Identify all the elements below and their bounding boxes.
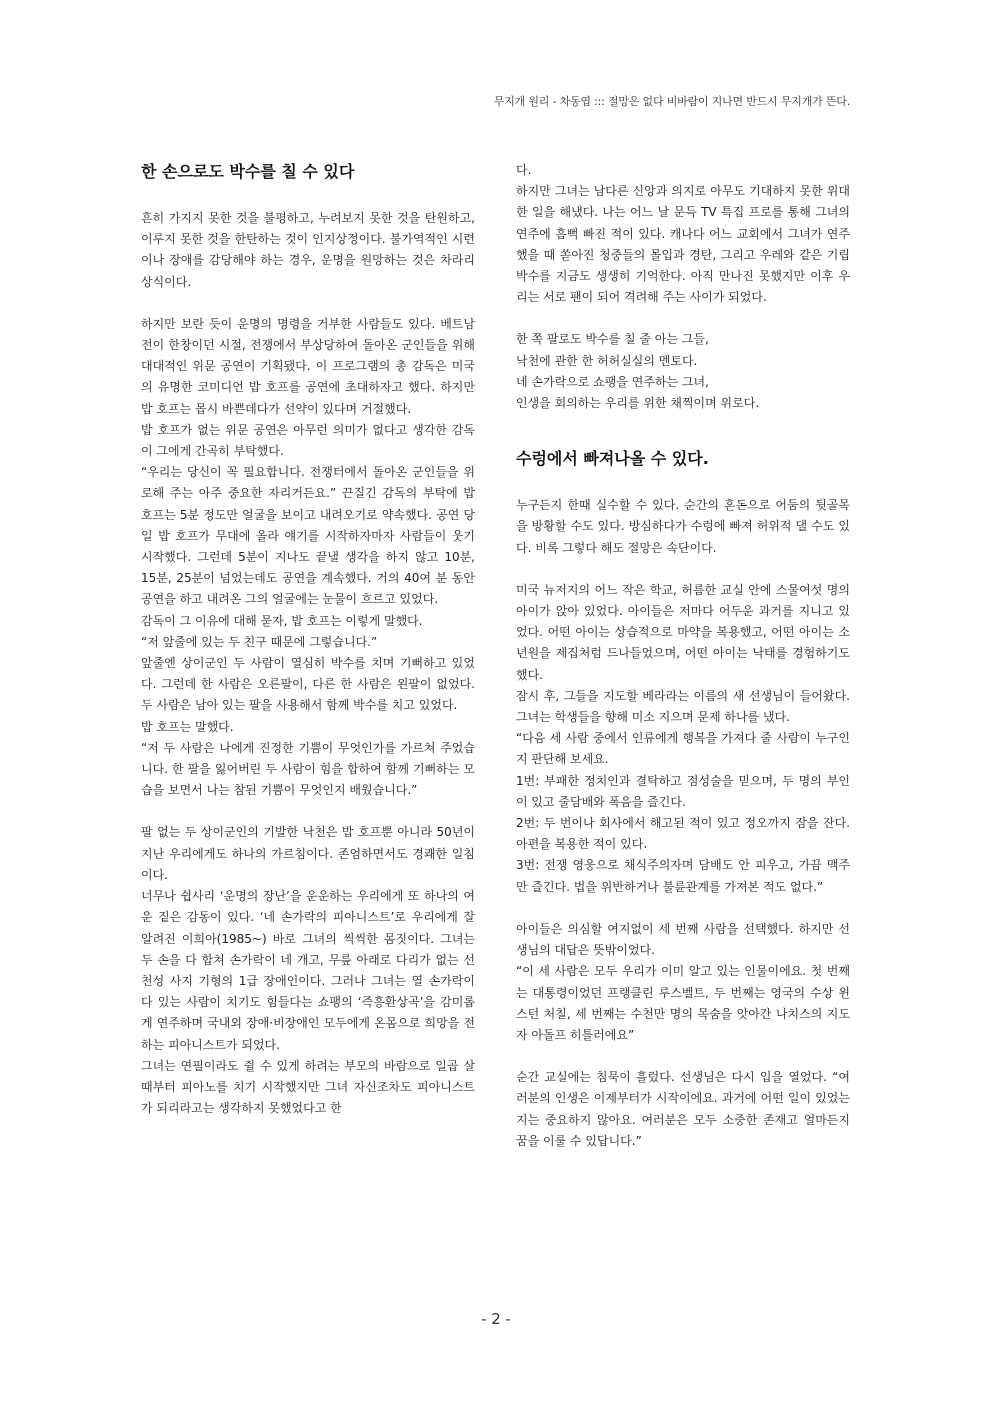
paragraph: “저 두 사람은 나에게 진정한 기쁨이 무엇인가를 가르쳐 주었습니다. 한 팔을 잃어버린 두 사람이 힘을 합하여 함께 기뻐하는 모습을 보면서 나는 참된 기쁨이 무엇인지 배웠습니다.” [141, 740, 475, 798]
spacer [516, 308, 850, 329]
paragraph: 하지만 그녀는 남다른 신앙과 의지로 아무도 기대하지 못한 위대한 일을 해냈다. 나는 어느 날 문득 TV 특집 프로를 통해 그녀의 연주에 흠뻑 빠진 적이 있다. 캐나다 어느 교회에서 그녀가 연주했을 때 쏟아진 청중들의 몰입과 경탄, 그리고 우레와 같은 기립 박수를 지금도 생생히 기억한다. 아직 만나진 못했지만 이후 우리는 서로 팬이 되어 격려해 주는 사이가 되었다. [516, 184, 850, 305]
spacer [516, 559, 850, 580]
poem-line: 인생을 회의하는 우리를 위한 채찍이며 위로다. [516, 396, 760, 411]
spacer [516, 414, 850, 435]
running-header: 무지개 원리 - 차동엽 ::: 절망은 없다 비바람이 지나면 반드시 무지개가 뜬다. [493, 95, 850, 108]
poem-line: 네 손가락으로 쇼팽을 연주하는 그녀, [516, 374, 709, 389]
paragraph: 잠시 후, 그들을 지도할 베라라는 이름의 새 선생님이 들어왔다. 그녀는 학생들을 향해 미소 지으며 문제 하나를 냈다. [516, 688, 850, 725]
paragraph: 2번: 두 번이나 회사에서 해고된 적이 있고 정오까지 잠을 잔다. 아편을 복용한 적이 있다. [516, 816, 850, 852]
poem-line: 한 쪽 팔로도 박수를 칠 줄 아는 그들, [516, 332, 709, 347]
paragraph: “다음 세 사람 중에서 인류에게 행복을 가져다 줄 사람이 누구인지 판단해 보세요. [516, 731, 850, 767]
paragraph: 누구든지 한때 실수할 수 있다. 순간의 혼돈으로 어둠의 뒷골목을 방황할 수도 있다. 방심하다가 수렁에 빠져 허위적 댈 수도 있다. 비록 그렇다 해도 절망은 속단이다. [516, 498, 850, 555]
paragraph: 하지만 보란 듯이 운명의 명령을 거부한 사람들도 있다. 베트남전이 한창이던 시절, 전쟁에서 부상당하여 돌아온 군인들을 위해 대대적인 위문 공연이 기획됐다. 이 프로그램의 총 감독은 미국의 유명한 코미디언 밥 호프를 공연에 초대하자고 했다. 하지만 밥 호프는 몹시 바쁜데다가 선약이 있다며 거절했다. [141, 316, 475, 416]
paragraph: 팔 없는 두 상이군인의 기발한 낙천은 밥 호프뿐 아니라 50년이 지난 우리에게도 하나의 가르침이다. 존엄하면서도 경쾌한 일침이다. [141, 825, 475, 882]
paragraph: 그녀는 연필이라도 쥘 수 있게 하려는 부모의 바람으로 일곱 살 때부터 피아노를 치기 시작했지만 그녀 자신조차도 피아니스트가 되리라고는 생각하지 못했었다고 한 [141, 1058, 475, 1116]
paragraph: 순간 교실에는 침묵이 흘렀다. 선생님은 다시 입을 열었다. “여러분의 인생은 이제부터가 시작이에요. 과거에 어떤 일이 있었는지는 중요하지 않아요. 여러분은 모두 소중한 존재고 얼마든지 꿈을 이룰 수 있답니다.” [516, 1070, 850, 1148]
paragraph: “이 세 사람은 모두 우리가 이미 알고 있는 인물이에요. 첫 번째는 대통령이었던 프랭클린 루스벨트, 두 번째는 영국의 수상 윈스턴 처칠, 세 번째는 수천만 명의 목숨을 앗아간 나치스의 지도자 아돌프 히틀러에요” [516, 964, 850, 1042]
paragraph: 밥 호프가 없는 위문 공연은 아무런 의미가 없다고 생각한 감독이 그에게 간곡히 부탁했다. [141, 422, 475, 459]
right-column [516, 160, 850, 1152]
spacer [516, 435, 850, 447]
paragraph: 미국 뉴저지의 어느 작은 학교, 허름한 교실 안에 스물여섯 명의 아이가 앉아 있었다. 아이들은 저마다 어두운 과거를 지니고 있었다. 어떤 아이는 상습적으로 마약을 복용했고, 어떤 아이는 소년원을 제집처럼 드나들었으며, 어떤 아이는 낙태를 경험하기도 했다. [516, 582, 850, 682]
paragraph: 앞줄엔 상이군인 두 사람이 열심히 박수를 치며 기뻐하고 있었다. 그런데 한 사람은 오른팔이, 다른 한 사람은 왼팔이 없었다. 두 사람은 남아 있는 팔을 사용해서 함께 박수를 치고 있었다. [141, 656, 475, 713]
paragraph: “우리는 당신이 꼭 필요합니다. 전쟁터에서 돌아온 군인들을 위로해 주는 아주 중요한 자리거든요.” 끈질긴 감독의 부탁에 밥 호프는 5분 정도만 얼굴을 보이고 내려오기로 약속했다. 공연 당일 밥 호프가 무대에 올라 얘기를 시작하자마자 사람들이 웃기 시작했다. 그런데 5분이 지나도 끝낼 생각을 하지 않고 10분, 15분, 25분이 넘었는데도 공연을 계속했다. 거의 40여 분 동안 공연을 하고 내려온 그의 얼굴에는 눈물이 흐르고 있었다. [141, 465, 475, 607]
paragraph: “저 앞줄에 있는 두 친구 때문에 그렇습니다.” [141, 634, 378, 649]
paragraph: 1번: 부패한 정치인과 결탁하고 점성술을 믿으며, 두 명의 부인이 있고 줄담배와 폭음을 즐긴다. [516, 773, 850, 809]
spacer [141, 801, 475, 822]
paragraph: 흔히 가지지 못한 것을 불평하고, 누려보지 못한 것을 탄원하고, 이루지 못한 것을 한탄하는 것이 인지상정이다. 불가역적인 시련이나 장애를 감당해야 하는 경우, 운명을 원망하는 것은 차라리 상식이다. [141, 211, 475, 289]
spacer [516, 898, 850, 919]
left-column [141, 160, 475, 1119]
spacer [141, 293, 475, 314]
paragraph: 너무나 쉽사리 ‘운명의 장난’을 운운하는 우리에게 또 하나의 여운 짙은 감동이 있다. ‘네 손가락의 피아니스트’로 우리에게 잘 알려진 이희아(1985~) 바로 그녀의 씩씩한 몸짓이다. 그녀는 두 손을 다 합쳐 손가락이 네 개고, 무릎 아래로 다리가 없는 선천성 사지 기형의 1급 장애인이다. 그러나 그녀는 열 손가락이 다 있는 사람이 치기도 힘들다는 쇼팽의 ‘즉흥환상곡’을 감미롭게 연주하며 국내외 장애·비장애인 모두에게 온몸으로 희망을 전하는 피아니스트가 되었다. [141, 889, 475, 1052]
section-title: 한 손으로도 박수를 칠 수 있다 [141, 162, 355, 181]
paragraph: 아이들은 의심할 여지없이 세 번째 사람을 선택했다. 하지만 선생님의 대답은 뜻밖이었다. [516, 921, 850, 958]
section-title: 수렁에서 빠져나올 수 있다. [516, 449, 709, 469]
page-number: - 2 - [481, 1310, 511, 1328]
paragraph: 밥 호프는 말했다. [141, 719, 234, 734]
paragraph: 3번: 전쟁 영웅으로 채식주의자며 담배도 안 피우고, 가끔 맥주만 즐긴다. 법을 위반하거나 불륜관계를 가져본 적도 없다.” [516, 858, 850, 894]
paragraph: 감독이 그 이유에 대해 묻자, 밥 호프는 이렇게 말했다. [141, 613, 423, 628]
spacer [516, 1046, 850, 1067]
poem-line: 낙천에 관한 한 허허실실의 멘토다. [516, 353, 698, 368]
paragraph: 다. [516, 163, 532, 177]
